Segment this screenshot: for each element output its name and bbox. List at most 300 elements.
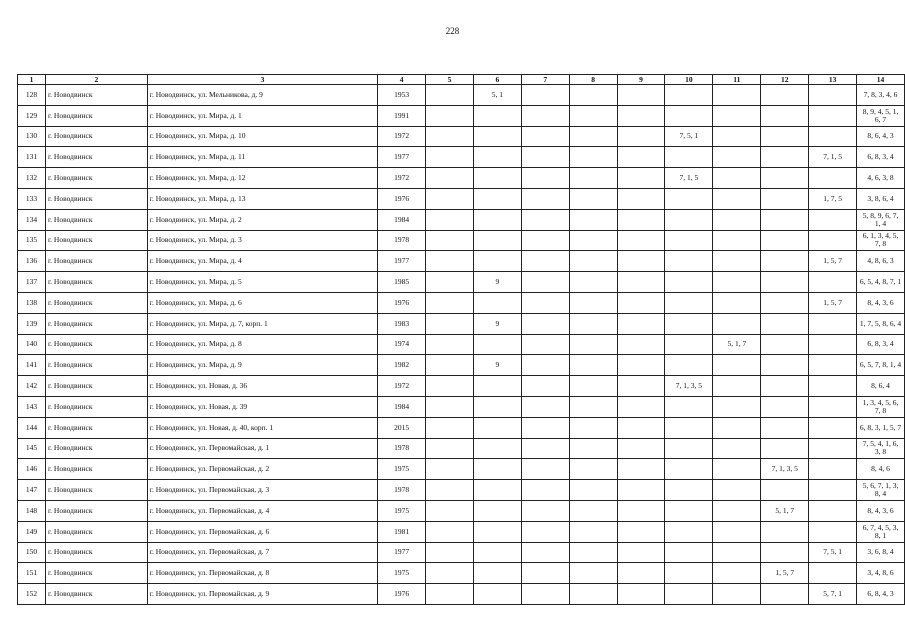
col6-cell: 9 <box>473 272 521 293</box>
year-cell: 1977 <box>378 147 426 168</box>
col5-cell <box>426 376 474 397</box>
col13-cell <box>809 168 857 189</box>
col9-cell <box>617 272 665 293</box>
address-cell: г. Новодвинск, ул. Первомайская, д. 6 <box>147 521 377 542</box>
col10-cell <box>665 188 713 209</box>
col14-cell: 8, 6, 4, 3 <box>857 126 905 147</box>
col10-cell <box>665 105 713 126</box>
col14-cell: 3, 8, 6, 4 <box>857 188 905 209</box>
row-number: 145 <box>18 438 46 459</box>
col10-cell <box>665 355 713 376</box>
page-number: 228 <box>445 26 460 36</box>
year-cell: 1972 <box>378 376 426 397</box>
col7-cell <box>521 251 569 272</box>
table-row <box>18 376 905 397</box>
column-header-14: 14 <box>857 75 905 85</box>
row-number: 140 <box>18 334 46 355</box>
col13-cell <box>809 459 857 480</box>
table-row <box>18 313 905 334</box>
col14-cell: 3, 6, 8, 4 <box>857 542 905 563</box>
col11-cell <box>713 85 761 106</box>
col11-cell <box>713 105 761 126</box>
col6-cell <box>473 438 521 459</box>
city-cell: г. Новодвинск <box>45 85 147 106</box>
column-header-7: 7 <box>521 75 569 85</box>
col9-cell <box>617 584 665 605</box>
col7-cell <box>521 147 569 168</box>
col13-cell: 1, 7, 5 <box>809 188 857 209</box>
table-row <box>18 188 905 209</box>
col14-cell: 8, 4, 6 <box>857 459 905 480</box>
col13-cell <box>809 521 857 542</box>
col9-cell <box>617 126 665 147</box>
table-header <box>18 75 905 85</box>
address-cell: г. Новодвинск, ул. Первомайская, д. 1 <box>147 438 377 459</box>
col10-cell <box>665 272 713 293</box>
row-number: 129 <box>18 105 46 126</box>
col12-cell <box>761 230 809 251</box>
address-cell: г. Новодвинск, ул. Мира, д. 11 <box>147 147 377 168</box>
col11-cell <box>713 188 761 209</box>
col8-cell <box>569 251 617 272</box>
col8-cell <box>569 313 617 334</box>
col10-cell <box>665 521 713 542</box>
table-row <box>18 147 905 168</box>
col14-cell: 1, 3, 4, 5, 6, 7, 8 <box>857 396 905 417</box>
col5-cell <box>426 209 474 230</box>
col9-cell <box>617 355 665 376</box>
col9-cell <box>617 563 665 584</box>
col8-cell <box>569 584 617 605</box>
col9-cell <box>617 459 665 480</box>
col5-cell <box>426 334 474 355</box>
col10-cell <box>665 563 713 584</box>
year-cell: 1982 <box>378 355 426 376</box>
table-row <box>18 334 905 355</box>
city-cell: г. Новодвинск <box>45 188 147 209</box>
col8-cell <box>569 105 617 126</box>
col9-cell <box>617 230 665 251</box>
col14-cell: 8, 4, 3, 6 <box>857 500 905 521</box>
table-row <box>18 438 905 459</box>
col12-cell <box>761 292 809 313</box>
col10-cell <box>665 500 713 521</box>
col5-cell <box>426 105 474 126</box>
col5-cell <box>426 251 474 272</box>
col8-cell <box>569 376 617 397</box>
city-cell: г. Новодвинск <box>45 542 147 563</box>
address-cell: г. Новодвинск, ул. Первомайская, д. 7 <box>147 542 377 563</box>
col10-cell: 7, 1, 5 <box>665 168 713 189</box>
col8-cell <box>569 480 617 501</box>
year-cell: 1975 <box>378 563 426 584</box>
col14-cell: 8, 6, 4 <box>857 376 905 397</box>
address-cell: г. Новодвинск, ул. Первомайская, д. 3 <box>147 480 377 501</box>
city-cell: г. Новодвинск <box>45 105 147 126</box>
col6-cell <box>473 209 521 230</box>
col7-cell <box>521 188 569 209</box>
address-cell: г. Новодвинск, ул. Первомайская, д. 4 <box>147 500 377 521</box>
col6-cell <box>473 396 521 417</box>
col10-cell <box>665 147 713 168</box>
col9-cell <box>617 396 665 417</box>
table-row <box>18 417 905 438</box>
table-row <box>18 209 905 230</box>
col13-cell <box>809 396 857 417</box>
col12-cell <box>761 251 809 272</box>
col12-cell <box>761 396 809 417</box>
col9-cell <box>617 521 665 542</box>
col10-cell: 7, 5, 1 <box>665 126 713 147</box>
address-cell: г. Новодвинск, ул. Первомайская, д. 9 <box>147 584 377 605</box>
col10-cell <box>665 438 713 459</box>
col13-cell <box>809 126 857 147</box>
col9-cell <box>617 500 665 521</box>
col13-cell <box>809 563 857 584</box>
col9-cell <box>617 209 665 230</box>
col5-cell <box>426 85 474 106</box>
city-cell: г. Новодвинск <box>45 480 147 501</box>
col12-cell <box>761 272 809 293</box>
col7-cell <box>521 438 569 459</box>
row-number: 138 <box>18 292 46 313</box>
col13-cell <box>809 334 857 355</box>
col12-cell <box>761 355 809 376</box>
col11-cell <box>713 500 761 521</box>
col7-cell <box>521 417 569 438</box>
col5-cell <box>426 542 474 563</box>
row-number: 135 <box>18 230 46 251</box>
col8-cell <box>569 459 617 480</box>
row-number: 131 <box>18 147 46 168</box>
col5-cell <box>426 355 474 376</box>
city-cell: г. Новодвинск <box>45 209 147 230</box>
city-cell: г. Новодвинск <box>45 417 147 438</box>
col12-cell <box>761 147 809 168</box>
column-header-5: 5 <box>426 75 474 85</box>
col10-cell <box>665 396 713 417</box>
year-cell: 1978 <box>378 438 426 459</box>
row-number: 150 <box>18 542 46 563</box>
col7-cell <box>521 500 569 521</box>
col13-cell <box>809 272 857 293</box>
col10-cell <box>665 480 713 501</box>
col11-cell: 5, 1, 7 <box>713 334 761 355</box>
col14-cell: 8, 4, 3, 6 <box>857 292 905 313</box>
table-row <box>18 168 905 189</box>
col5-cell <box>426 480 474 501</box>
col14-cell: 1, 7, 5, 8, 6, 4 <box>857 313 905 334</box>
col8-cell <box>569 438 617 459</box>
col8-cell <box>569 168 617 189</box>
col12-cell <box>761 209 809 230</box>
col12-cell: 7, 1, 3, 5 <box>761 459 809 480</box>
row-number: 147 <box>18 480 46 501</box>
address-cell: г. Новодвинск, ул. Новая, д. 39 <box>147 396 377 417</box>
address-cell: г. Новодвинск, ул. Мира, д. 13 <box>147 188 377 209</box>
col6-cell <box>473 147 521 168</box>
col12-cell <box>761 313 809 334</box>
col12-cell <box>761 85 809 106</box>
col5-cell <box>426 438 474 459</box>
col13-cell <box>809 355 857 376</box>
col14-cell: 6, 8, 4, 3 <box>857 584 905 605</box>
col8-cell <box>569 334 617 355</box>
year-cell: 2015 <box>378 417 426 438</box>
year-cell: 1977 <box>378 542 426 563</box>
col9-cell <box>617 480 665 501</box>
column-header-2: 2 <box>45 75 147 85</box>
col9-cell <box>617 85 665 106</box>
column-header-8: 8 <box>569 75 617 85</box>
col9-cell <box>617 147 665 168</box>
col11-cell <box>713 396 761 417</box>
col7-cell <box>521 168 569 189</box>
col9-cell <box>617 251 665 272</box>
col10-cell <box>665 292 713 313</box>
col7-cell <box>521 313 569 334</box>
row-number: 149 <box>18 521 46 542</box>
col12-cell <box>761 126 809 147</box>
col12-cell <box>761 168 809 189</box>
row-number: 128 <box>18 85 46 106</box>
table-row <box>18 542 905 563</box>
col7-cell <box>521 480 569 501</box>
year-cell: 1972 <box>378 168 426 189</box>
col7-cell <box>521 85 569 106</box>
col7-cell <box>521 334 569 355</box>
col9-cell <box>617 334 665 355</box>
col5-cell <box>426 168 474 189</box>
col11-cell <box>713 251 761 272</box>
column-header-6: 6 <box>473 75 521 85</box>
year-cell: 1984 <box>378 209 426 230</box>
col13-cell <box>809 480 857 501</box>
col7-cell <box>521 521 569 542</box>
col13-cell: 1, 5, 7 <box>809 292 857 313</box>
row-number: 142 <box>18 376 46 397</box>
city-cell: г. Новодвинск <box>45 272 147 293</box>
column-header-9: 9 <box>617 75 665 85</box>
col6-cell <box>473 292 521 313</box>
col11-cell <box>713 376 761 397</box>
col11-cell <box>713 521 761 542</box>
col7-cell <box>521 105 569 126</box>
row-number: 132 <box>18 168 46 189</box>
year-cell: 1974 <box>378 334 426 355</box>
col8-cell <box>569 500 617 521</box>
col10-cell: 7, 1, 3, 5 <box>665 376 713 397</box>
col5-cell <box>426 313 474 334</box>
col11-cell <box>713 355 761 376</box>
col5-cell <box>426 272 474 293</box>
col10-cell <box>665 209 713 230</box>
city-cell: г. Новодвинск <box>45 521 147 542</box>
city-cell: г. Новодвинск <box>45 251 147 272</box>
column-header-3: 3 <box>147 75 377 85</box>
col9-cell <box>617 417 665 438</box>
col11-cell <box>713 272 761 293</box>
col10-cell <box>665 459 713 480</box>
year-cell: 1985 <box>378 272 426 293</box>
col10-cell <box>665 584 713 605</box>
address-cell: г. Новодвинск, ул. Первомайская, д. 8 <box>147 563 377 584</box>
city-cell: г. Новодвинск <box>45 396 147 417</box>
col7-cell <box>521 292 569 313</box>
col6-cell <box>473 417 521 438</box>
table-row <box>18 251 905 272</box>
row-number: 144 <box>18 417 46 438</box>
table-row <box>18 500 905 521</box>
table-row <box>18 355 905 376</box>
col7-cell <box>521 230 569 251</box>
col5-cell <box>426 188 474 209</box>
year-cell: 1984 <box>378 396 426 417</box>
city-cell: г. Новодвинск <box>45 230 147 251</box>
table-row <box>18 396 905 417</box>
col10-cell <box>665 85 713 106</box>
year-cell: 1975 <box>378 459 426 480</box>
col14-cell: 4, 6, 3, 8 <box>857 168 905 189</box>
col14-cell: 6, 7, 4, 5, 3, 8, 1 <box>857 521 905 542</box>
col5-cell <box>426 563 474 584</box>
col6-cell <box>473 126 521 147</box>
address-cell: г. Новодвинск, ул. Мира, д. 7, корп. 1 <box>147 313 377 334</box>
col7-cell <box>521 563 569 584</box>
address-cell: г. Новодвинск, ул. Мира, д. 5 <box>147 272 377 293</box>
table-row <box>18 126 905 147</box>
col13-cell <box>809 209 857 230</box>
table-row <box>18 459 905 480</box>
column-header-1: 1 <box>18 75 46 85</box>
col5-cell <box>426 147 474 168</box>
col6-cell <box>473 500 521 521</box>
row-number: 130 <box>18 126 46 147</box>
city-cell: г. Новодвинск <box>45 376 147 397</box>
col6-cell <box>473 105 521 126</box>
row-number: 134 <box>18 209 46 230</box>
col6-cell <box>473 188 521 209</box>
col13-cell: 7, 5, 1 <box>809 542 857 563</box>
col7-cell <box>521 542 569 563</box>
col12-cell: 1, 5, 7 <box>761 563 809 584</box>
year-cell: 1983 <box>378 313 426 334</box>
col9-cell <box>617 168 665 189</box>
column-header-12: 12 <box>761 75 809 85</box>
col5-cell <box>426 126 474 147</box>
address-cell: г. Новодвинск, ул. Мира, д. 8 <box>147 334 377 355</box>
row-number: 152 <box>18 584 46 605</box>
col7-cell <box>521 396 569 417</box>
col7-cell <box>521 272 569 293</box>
col5-cell <box>426 584 474 605</box>
col5-cell <box>426 396 474 417</box>
year-cell: 1978 <box>378 480 426 501</box>
col6-cell <box>473 584 521 605</box>
year-cell: 1976 <box>378 292 426 313</box>
col8-cell <box>569 126 617 147</box>
col6-cell <box>473 230 521 251</box>
col14-cell: 3, 4, 8, 6 <box>857 563 905 584</box>
row-number: 148 <box>18 500 46 521</box>
col7-cell <box>521 459 569 480</box>
col14-cell: 5, 6, 7, 1, 3, 8, 4 <box>857 480 905 501</box>
col12-cell <box>761 438 809 459</box>
col5-cell <box>426 417 474 438</box>
address-cell: г. Новодвинск, ул. Мира, д. 10 <box>147 126 377 147</box>
address-cell: г. Новодвинск, ул. Новая, д. 40, корп. 1 <box>147 417 377 438</box>
col14-cell: 5, 8, 9, 6, 7, 1, 4 <box>857 209 905 230</box>
col5-cell <box>426 521 474 542</box>
city-cell: г. Новодвинск <box>45 584 147 605</box>
col8-cell <box>569 521 617 542</box>
col10-cell <box>665 313 713 334</box>
col6-cell <box>473 480 521 501</box>
col12-cell <box>761 521 809 542</box>
year-cell: 1978 <box>378 230 426 251</box>
col8-cell <box>569 355 617 376</box>
col14-cell: 6, 8, 3, 1, 5, 7 <box>857 417 905 438</box>
col12-cell <box>761 584 809 605</box>
col12-cell <box>761 417 809 438</box>
col7-cell <box>521 209 569 230</box>
col14-cell: 6, 5, 4, 8, 7, 1 <box>857 272 905 293</box>
row-number: 143 <box>18 396 46 417</box>
col7-cell <box>521 584 569 605</box>
col10-cell <box>665 230 713 251</box>
column-header-11: 11 <box>713 75 761 85</box>
column-header-10: 10 <box>665 75 713 85</box>
col11-cell <box>713 459 761 480</box>
address-cell: г. Новодвинск, ул. Мира, д. 1 <box>147 105 377 126</box>
col8-cell <box>569 209 617 230</box>
col11-cell <box>713 126 761 147</box>
row-number: 151 <box>18 563 46 584</box>
col8-cell <box>569 417 617 438</box>
col8-cell <box>569 272 617 293</box>
col5-cell <box>426 500 474 521</box>
col12-cell <box>761 542 809 563</box>
col13-cell <box>809 313 857 334</box>
table-row <box>18 480 905 501</box>
year-cell: 1953 <box>378 85 426 106</box>
year-cell: 1976 <box>378 188 426 209</box>
col12-cell <box>761 376 809 397</box>
col6-cell: 9 <box>473 355 521 376</box>
col11-cell <box>713 584 761 605</box>
col11-cell <box>713 542 761 563</box>
table-row <box>18 292 905 313</box>
col11-cell <box>713 480 761 501</box>
year-cell: 1972 <box>378 126 426 147</box>
col9-cell <box>617 542 665 563</box>
col11-cell <box>713 292 761 313</box>
col9-cell <box>617 438 665 459</box>
row-number: 146 <box>18 459 46 480</box>
city-cell: г. Новодвинск <box>45 168 147 189</box>
col12-cell: 5, 1, 7 <box>761 500 809 521</box>
col6-cell <box>473 376 521 397</box>
col11-cell <box>713 563 761 584</box>
col8-cell <box>569 396 617 417</box>
col13-cell <box>809 500 857 521</box>
col11-cell <box>713 438 761 459</box>
address-cell: г. Новодвинск, ул. Мира, д. 12 <box>147 168 377 189</box>
city-cell: г. Новодвинск <box>45 147 147 168</box>
col14-cell: 6, 1, 3, 4, 5, 7, 8 <box>857 230 905 251</box>
col12-cell <box>761 105 809 126</box>
col5-cell <box>426 230 474 251</box>
